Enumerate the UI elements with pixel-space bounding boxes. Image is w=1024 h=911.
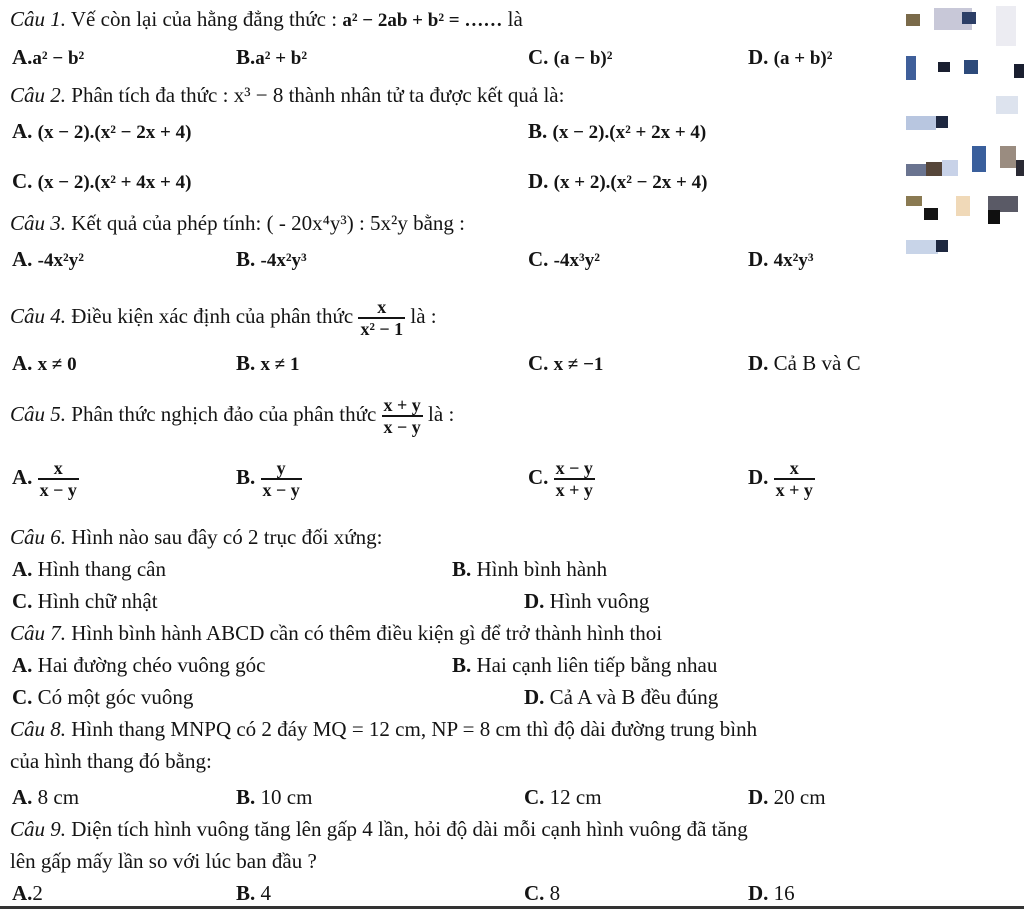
q5-option-d[interactable]: D. $\frac{x}{x + y}$ (748, 458, 813, 500)
q8-option-d[interactable]: D. 20 cm (748, 785, 826, 809)
q9-option-c[interactable]: C. 8 (524, 881, 561, 905)
q6-option-c[interactable]: C. Hình chữ nhật (12, 589, 158, 613)
q2-option-b[interactable]: B. (x − 2).(x² + 2x + 4) (528, 119, 707, 143)
q8-option-a[interactable]: A. 8 cm (12, 785, 80, 809)
question-1-text: Vế còn lại của hằng đẳng thức : (70, 7, 338, 31)
question-1-label: Câu 1. (10, 7, 67, 31)
question-6-text: Hình nào sau đây có 2 trục đối xứng: (71, 525, 383, 549)
q5-option-b[interactable]: B. $\frac{y}{x - y}$ (236, 458, 300, 500)
question-1-tail: là (507, 7, 523, 31)
q2-option-a[interactable]: A. (x − 2).(x² − 2x + 4) (12, 119, 192, 143)
question-8 (10, 716, 757, 742)
q8-option-c[interactable]: C. 12 cm (524, 785, 602, 809)
q3-option-a[interactable]: A. -4x²y² (12, 247, 84, 271)
q4-option-a[interactable]: A. x ≠ 0 (12, 351, 77, 375)
question-9 (10, 816, 748, 842)
q6-option-d[interactable]: D. Hình vuông (524, 589, 650, 613)
question-1 (10, 6, 523, 34)
q5-option-c[interactable]: C. $\frac{x - y}{x + y}$ (528, 458, 593, 500)
q7-option-b[interactable]: B. Hai cạnh liên tiếp bằng nhau (452, 653, 718, 677)
question-9-text: Diện tích hình vuông tăng lên gấp 4 lần, hỏi độ dài mỗi cạnh hình vuông đã tăng (71, 817, 748, 841)
question-4-label: Câu 4. (10, 304, 67, 328)
q5-option-a[interactable]: A. $\frac{x}{x - y}$ (12, 458, 77, 500)
question-9-label: Câu 9. (10, 817, 67, 841)
question-2-text: Phân tích đa thức : x³ − 8 thành nhân tử ta được kết quả là: (71, 83, 565, 107)
q1-option-a[interactable]: A.a² − b² (12, 45, 85, 69)
question-3-label: Câu 3. (10, 211, 67, 235)
question-6-label: Câu 6. (10, 525, 67, 549)
question-2-label: Câu 2. (10, 83, 67, 107)
q1-option-b[interactable]: B.a² + b² (236, 45, 308, 69)
q6-option-a[interactable]: A. Hình thang cân (12, 557, 166, 581)
question-7-text: Hình bình hành ABCD cần có thêm điều kiện gì để trở thành hình thoi (71, 621, 663, 645)
question-4 (10, 294, 437, 339)
question-5-label: Câu 5. (10, 402, 67, 426)
q9-option-d[interactable]: D. 16 (748, 881, 795, 905)
question-4-fraction: $\frac{x}{\text{x² − 1}}$ (360, 297, 404, 340)
question-5 (10, 392, 454, 437)
question-4-tail: là : (410, 304, 437, 328)
question-6 (10, 524, 382, 550)
q8-option-b[interactable]: B. 10 cm (236, 785, 313, 809)
question-9-text-cont: lên gấp mấy lần so với lúc ban đầu ? (10, 849, 317, 873)
question-8-label: Câu 8. (10, 717, 67, 741)
question-1-expr: a² − 2ab + b² = …… (342, 10, 503, 31)
question-3 (10, 210, 465, 236)
question-2 (10, 82, 564, 108)
question-5-tail: là : (428, 402, 455, 426)
q6-option-b[interactable]: B. Hình bình hành (452, 557, 608, 581)
q7-option-a[interactable]: A. Hai đường chéo vuông góc (12, 653, 266, 677)
question-5-text: Phân thức nghịch đảo của phân thức (71, 402, 377, 426)
q7-option-d[interactable]: D. Cả A và B đều đúng (524, 685, 719, 709)
q4-option-c[interactable]: C. x ≠ −1 (528, 351, 604, 375)
q9-option-a[interactable]: A.2 (12, 881, 43, 905)
q2-option-d[interactable]: D. (x + 2).(x² − 2x + 4) (528, 169, 708, 193)
question-3-text: Kết quả của phép tính: ( - 20x⁴y³) : 5x²y bằng : (71, 211, 466, 235)
q3-option-d[interactable]: D. 4x²y³ (748, 247, 814, 271)
q9-option-b[interactable]: B. 4 (236, 881, 272, 905)
q1-option-d[interactable]: D. (a + b)² (748, 45, 833, 69)
question-8-text: Hình thang MNPQ có 2 đáy MQ = 12 cm, NP = 8 cm thì độ dài đường trung bình (71, 717, 758, 741)
page-bottom-border (0, 906, 1024, 909)
q4-option-d[interactable]: D. Cả B và C (748, 351, 861, 375)
q4-option-b[interactable]: B. x ≠ 1 (236, 351, 300, 375)
question-8-text-cont: của hình thang đó bằng: (10, 749, 212, 773)
question-7-label: Câu 7. (10, 621, 67, 645)
q1-option-c[interactable]: C. (a − b)² (528, 45, 613, 69)
question-5-fraction: $\frac{x + y}{x - y}$ (383, 395, 421, 438)
q7-option-c[interactable]: C. Có một góc vuông (12, 685, 194, 709)
q3-option-b[interactable]: B. -4x²y³ (236, 247, 307, 271)
question-4-text: Điều kiện xác định của phân thức (71, 304, 354, 328)
q2-option-c[interactable]: C. (x − 2).(x² + 4x + 4) (12, 169, 192, 193)
question-7 (10, 620, 662, 646)
q3-option-c[interactable]: C. -4x³y² (528, 247, 600, 271)
